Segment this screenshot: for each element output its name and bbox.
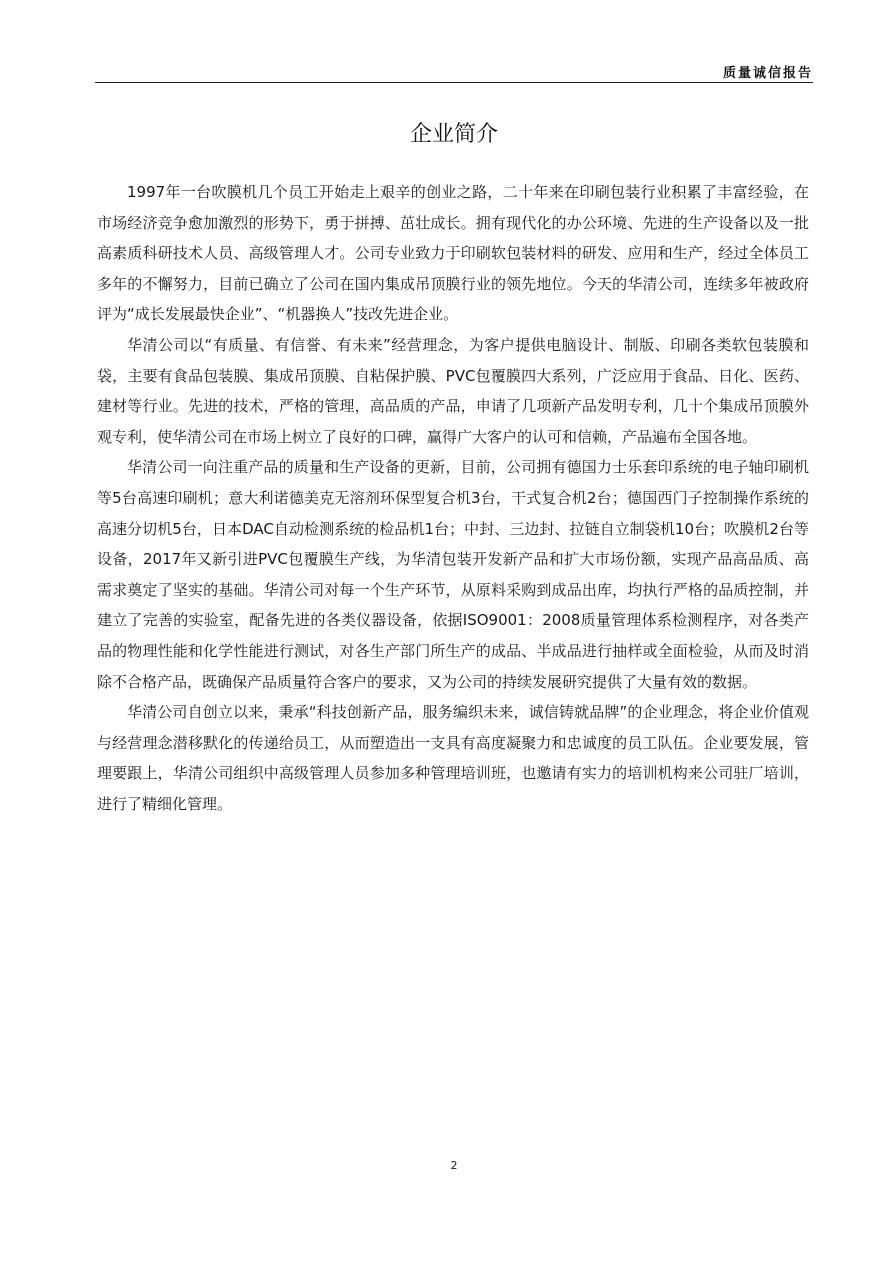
paragraph-history: 1997年一台吹膜机几个员工开始走上艰辛的创业之路，二十年来在印刷包装行业积累了丰富经验，在市场经济竞争愈加激烈的形势下，勇于拼搏、茁壮成长。拥有现代化的办公环境、先进的生产设备以及一批高素质科研技术人员、高级管理人才。公司专业致力于印刷软包装材料的研发、应用和生产，经过全体员工多年的不懈努力，目前已确立了公司在国内集成吊顶膜行业的领先地位。今天的华清公司，连续多年被政府评为“成长发展最快企业”、“机器换人”技改先进企业。	[97, 183, 809, 324]
header-divider	[95, 82, 813, 83]
running-header: 质量诚信报告	[722, 66, 813, 81]
paragraph-culture: 华清公司自创立以来，秉承“科技创新产品，服务编织未来，诚信铸就品牌”的企业理念，将企业价值观与经营理念潜移默化的传递给员工，从而塑造出一支具有高度凝聚力和忠诚度的员工队伍。企业要发展，管理要跟上，华清公司组织中高级管理人员参加多种管理培训班，也邀请有实力的培训机构来公司驻厂培训，进行了精细化管理。	[97, 703, 809, 813]
body-text	[97, 177, 809, 819]
paragraph-equipment-quality: 华清公司一向注重产品的质量和生产设备的更新，目前，公司拥有德国力士乐套印系统的电子轴印刷机等5台高速印刷机；意大利诺德美克无溶剂环保型复合机3台，干式复合机2台；德国西门子控制操作系统的高速分切机5台，日本DAC自动检测系统的检品机1台；中封、三边封、拉链自立制袋机10台；吹膜机2台等设备，2017年又新引进PVC包覆膜生产线，为华清包装开发新产品和扩大市场份额，实现产品高品质、高需求奠定了坚实的基础。华清公司对每一个生产环节，从原料采购到成品出库，均执行严格的品质控制，并建立了完善的实验室，配备先进的各类仪器设备，依据ISO9001：2008质量管理体系检测程序，对各类产品的物理性能和化学性能进行测试，对各生产部门所生产的成品、半成品进行抽样或全面检验，从而及时消除不合格产品，既确保产品质量符合客户的要求，又为公司的持续发展研究提供了大量有效的数据。	[97, 458, 809, 691]
page-title: 企业简介	[409, 122, 498, 147]
page-number: 2	[450, 1159, 458, 1172]
paragraph-products: 华清公司以“有质量、有信誉、有未来”经营理念，为客户提供电脑设计、制版、印刷各类软包装膜和袋，主要有食品包装膜、集成吊顶膜、自粘保护膜、PVC包覆膜四大系列，广泛应用于食品、日化、医药、建材等行业。先进的技术，严格的管理，高品质的产品，申请了几项新产品发明专利，几十个集成吊顶膜外观专利，使华清公司在市场上树立了良好的口碑，赢得广大客户的认可和信赖，产品遍布全国各地。	[97, 335, 809, 446]
